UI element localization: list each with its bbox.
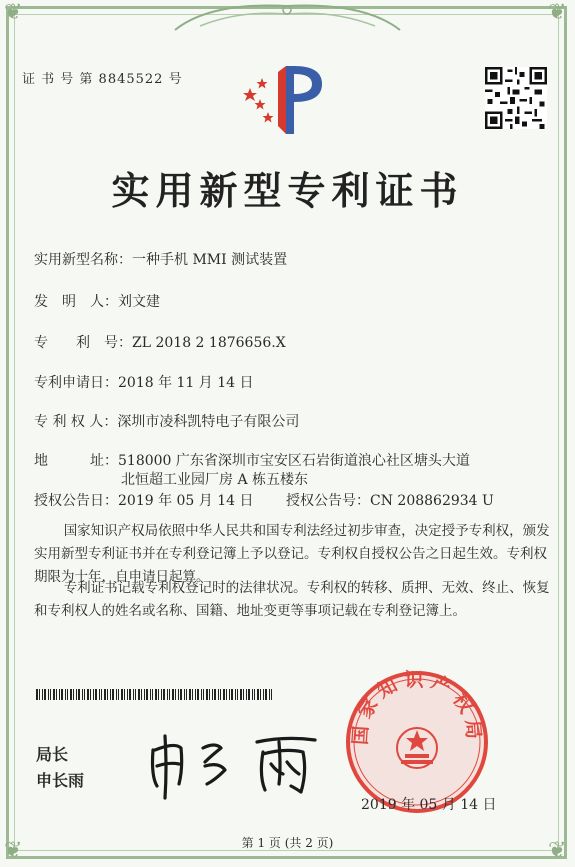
certificate-number — [22, 68, 183, 87]
field-name-value: 一种手机 MMI 测试装置 — [132, 252, 288, 268]
field-grant-date-label: 授权公告日： — [34, 493, 118, 509]
barcode — [36, 689, 274, 700]
field-patentee-label: 专 利 权 人： — [34, 414, 118, 430]
corner-flourish-top-right: ❦ — [548, 0, 567, 25]
legal-status-paragraph: 专利证书记载专利权登记时的法律状况。专利权的转移、质押、无效、终止、恢复和专利权人的姓名或名称、国籍、地址变更等事项记载在专利登记簿上。 — [34, 580, 550, 619]
field-name-label: 实用新型名称： — [34, 252, 132, 268]
field-patent-number — [34, 332, 286, 352]
field-patentee — [34, 411, 299, 431]
field-inventor-value: 刘文建 — [118, 294, 160, 310]
field-grant-number-value: CN 208862934 U — [370, 493, 494, 509]
field-inventor-label: 发 明 人： — [34, 294, 118, 310]
grant-statement-paragraph: 国家知识产权局依照中华人民共和国专利法经过初步审查，决定授予专利权，颁发实用新型专利证书并在专利登记簿上予以登记。专利权自授权公告之日起生效。专利权期限为十年，自申请日起算。 — [34, 523, 550, 585]
signature-name: 申长雨 — [36, 771, 85, 790]
field-grant-date — [34, 490, 254, 510]
issue-date: 2019 年 05 月 14 日 — [361, 797, 497, 813]
page-footer: 第 1 页 (共 2 页) — [241, 836, 334, 850]
field-address-label: 地 址： — [34, 453, 118, 469]
field-patentee-value: 深圳市凌科凯特电子有限公司 — [117, 414, 300, 430]
corner-flourish-bottom-right: ❦ — [548, 838, 567, 863]
patent-office-logo — [238, 62, 330, 140]
field-patent-number-value: ZL 2018 2 1876656.X — [132, 335, 286, 351]
handwritten-signature — [145, 728, 335, 800]
field-address-line1: 518000 广东省深圳市宝安区石岩街道浪心社区塘头大道 — [118, 453, 470, 469]
field-inventor — [34, 291, 160, 311]
corner-flourish-bottom-left: ❦ — [4, 838, 23, 863]
field-filing-date — [34, 372, 254, 392]
qr-code — [485, 67, 547, 129]
certificate-number-suffix: 号 — [168, 72, 183, 87]
field-patent-number-label: 专 利 号： — [34, 335, 132, 351]
document-title: 实用新型专利证书 — [111, 168, 464, 213]
certificate-number-label: 证 书 号 第 — [22, 72, 94, 87]
field-address — [34, 450, 470, 470]
field-name — [34, 249, 287, 269]
field-filing-date-value: 2018 年 11 月 14 日 — [118, 375, 254, 391]
certificate-number-value: 8845522 — [98, 72, 164, 87]
signature-title: 局长 — [36, 745, 69, 764]
field-address-line2: 北恒超工业园厂房 A 栋五楼东 — [121, 472, 309, 488]
field-grant-date-value: 2019 年 05 月 14 日 — [118, 493, 254, 509]
top-ornament — [170, 0, 405, 34]
field-filing-date-label: 专利申请日： — [34, 375, 118, 391]
corner-flourish-top-left: ❦ — [4, 0, 23, 25]
field-grant-number-label: 授权公告号： — [286, 493, 370, 509]
field-grant-number — [286, 490, 494, 510]
seal-text: 国家知识产权局 — [349, 669, 485, 746]
